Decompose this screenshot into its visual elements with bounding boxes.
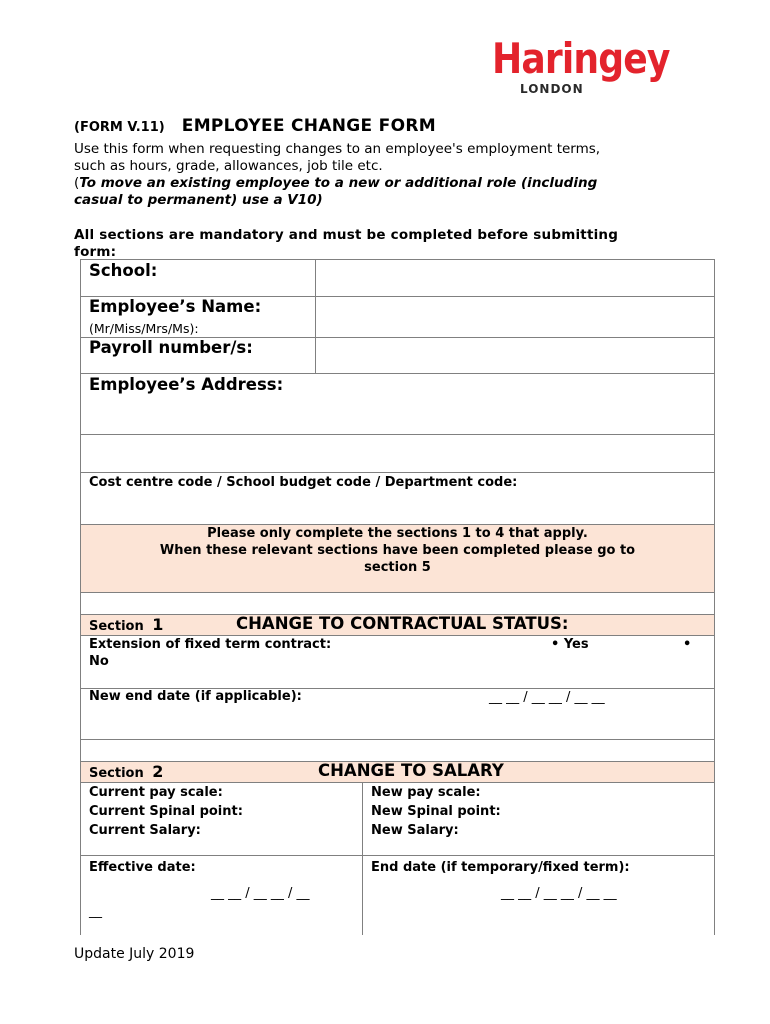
form-table: [80, 259, 715, 935]
effective-date-label: Effective date:: [89, 860, 196, 875]
cost-centre-field[interactable]: [82, 493, 713, 524]
section2-heading: [89, 763, 163, 783]
mandatory-notice: [74, 227, 694, 261]
form-title: EMPLOYEE CHANGE FORM: [181, 116, 436, 136]
v10-note: [74, 175, 694, 209]
new-end-date-field[interactable]: __ __ / __ __ / __ __: [489, 690, 605, 705]
note-line-1: To move an existing employee to a new or additional role (including: [79, 175, 598, 191]
extension-label: Extension of fixed term contract:: [89, 637, 332, 652]
current-salary-label: Current Salary:: [89, 823, 201, 838]
intro-line-2: such as hours, grade, allowances, job tile etc.: [74, 158, 383, 174]
cost-centre-label: Cost centre code / School budget code / Department code:: [89, 475, 518, 490]
new-pay-scale-label: New pay scale:: [371, 785, 481, 800]
address-field-1[interactable]: [82, 399, 713, 434]
payroll-field[interactable]: [317, 338, 713, 373]
logo-subtitle: LONDON: [520, 82, 584, 96]
logo-wordmark: Haringey: [492, 34, 670, 83]
no-bullet[interactable]: •: [683, 637, 692, 652]
current-spinal-label: Current Spinal point:: [89, 804, 243, 819]
section2-label: Section: [89, 766, 144, 781]
new-salary-label: New Salary:: [371, 823, 459, 838]
intro-text: [74, 141, 694, 175]
section2-title: CHANGE TO SALARY: [318, 761, 504, 780]
no-option[interactable]: No: [89, 654, 109, 669]
end-date-label: End date (if temporary/fixed term):: [371, 860, 630, 875]
instructions-block: [81, 525, 714, 576]
footer-update: Update July 2019: [74, 946, 195, 962]
end-date-field[interactable]: __ __ / __ __ / __ __: [501, 886, 617, 901]
address-field-2[interactable]: [82, 435, 713, 472]
section1-title: CHANGE TO CONTRACTUAL STATUS:: [236, 614, 569, 633]
instructions-line-2: When these relevant sections have been completed please go to: [159, 543, 636, 558]
section2-number: 2: [152, 762, 164, 781]
title-options: (Mr/Miss/Mrs/Ms):: [89, 321, 199, 336]
employee-name-field[interactable]: [317, 297, 713, 337]
payroll-label: Payroll number/s:: [89, 338, 253, 357]
address-label: Employee’s Address:: [89, 375, 284, 394]
section1-label: Section: [89, 619, 144, 634]
form-code: (FORM V.11): [74, 120, 165, 135]
note-line-2: casual to permanent) use a V10): [74, 192, 323, 208]
school-label: School:: [89, 261, 158, 280]
instructions-line-3: section 5: [364, 560, 431, 575]
employee-name-label: Employee’s Name:: [89, 297, 262, 316]
mandatory-line-2: form:: [74, 244, 117, 260]
mandatory-line-1: All sections are mandatory and must be completed before submitting: [74, 227, 619, 243]
haringey-logo: [492, 34, 670, 100]
intro-line-1: Use this form when requesting changes to an employee's employment terms,: [74, 141, 601, 157]
new-salary-block: [371, 783, 501, 840]
school-field[interactable]: [317, 260, 713, 296]
current-pay-scale-label: Current pay scale:: [89, 785, 223, 800]
instructions-line-1: Please only complete the sections 1 to 4 that apply.: [207, 526, 588, 541]
yes-option[interactable]: • Yes: [551, 637, 589, 652]
section1-number: 1: [152, 615, 164, 634]
note-paren: (: [74, 175, 80, 191]
new-end-date-label: New end date (if applicable):: [89, 689, 302, 704]
form-header: [74, 116, 694, 136]
effective-date-field[interactable]: __ __ / __ __ / __: [211, 886, 310, 901]
current-salary-block: [89, 783, 243, 840]
section1-heading: [89, 616, 163, 636]
new-spinal-label: New Spinal point:: [371, 804, 501, 819]
effective-date-field-wrap[interactable]: __: [89, 904, 102, 919]
